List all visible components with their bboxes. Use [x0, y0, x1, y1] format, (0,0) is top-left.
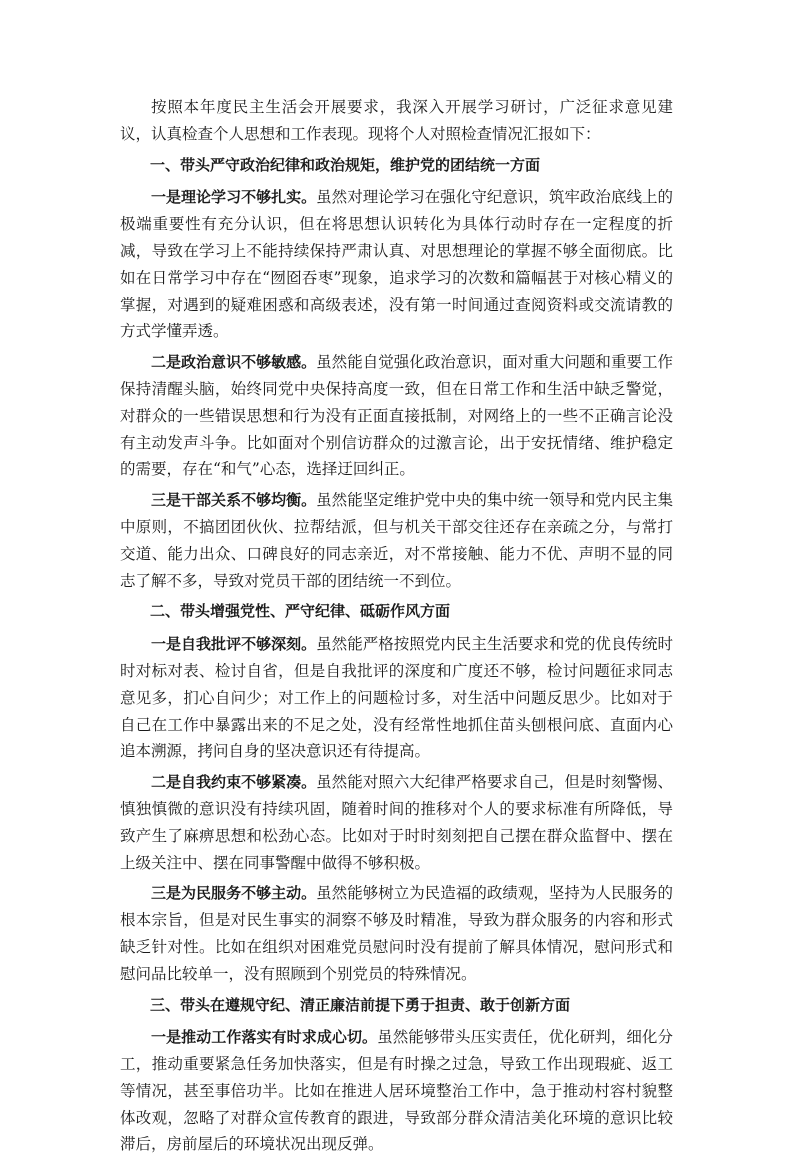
item-body: 虽然能自觉强化政治意识，面对重大问题和重要工作保持清醒头脑，始终同党中央保持高度一致，但在日常工作和生活中缺乏警觉，对群众的一些错误思想和行为没有正面直接抵制，对网络上的一些不正确言论没有主动发声斗争。比如面对个别信访群众的过激言论，出于安抚情绪、维护稳定的需要，存在“和气”心态，选择迂回纠正。: [120, 353, 673, 479]
item-body: 虽然能够带头压实责任，优化研判，细化分工，推动重要紧急任务加快落实，但是有时操之过急，导致工作出现瑕疵、返工等情况，甚至事倍功半。比如在推进人居环境整治工作中，急于推动村容村貌整体改观，忽略了对群众宣传教育的跟进，导致部分群众清洁美化环境的意识比较滞后，房前屋后的环境状况出现反弹。: [120, 1028, 673, 1154]
item-lead: 三是为民服务不够主动。: [151, 884, 317, 903]
document-page: [120, 94, 673, 1162]
item-body: 虽然能够树立为民造福的政绩观，坚持为人民服务的根本宗旨，但是对民生事实的洞察不够及时精准，导致为群众服务的内容和形式缺乏针对性。比如在组织对困难党员慰问时没有提前了解具体情况，慰问形式和慰问品比较单一，没有照顾到个别党员的特殊情况。: [120, 884, 673, 983]
section-3-item-1: [120, 1024, 673, 1158]
section-1-item-2: [120, 349, 673, 483]
section-2-item-2: [120, 769, 673, 876]
section-2-item-1: [120, 631, 673, 765]
intro-paragraph: 按照本年度民主生活会开展要求，我深入开展学习研讨，广泛征求意见建议，认真检查个人思想和工作表现。现将个人对照检查情况汇报如下：: [120, 98, 673, 143]
item-body: 虽然能严格按照党内民主生活要求和党的优良传统时时对标对表、检讨自省，但是自我批评的深度和广度还不够，检讨问题征求同志意见多，扪心自问少；对工作上的问题检讨多，对生活中问题反思少。比如对于自己在工作中暴露出来的不足之处，没有经常性地抓住苗头刨根问底、直面内心追本溯源，拷问自身的坚决意识还有待提高。: [120, 635, 673, 761]
item-lead: 二是自我约束不够紧凑。: [151, 773, 317, 792]
section-1-item-3: [120, 487, 673, 594]
item-body: 虽然对理论学习在强化守纪意识，筑牢政治底线上的极端重要性有充分认识，但在将思想认识转化为具体行动时存在一定程度的折减，导致在学习上不能持续保持严肃认真、对思想理论的掌握不够全面彻底。比如在日常学习中存在“囫囵吞枣”现象，追求学习的次数和篇幅甚于对核心精义的掌握，对遇到的疑难困惑和高级表述，没有第一时间通过查阅资料或交流请教的方式学懂弄透。: [120, 188, 673, 341]
item-body: 虽然能坚定维护党中央的集中统一领导和党内民主集中原则，不搞团团伙伙、拉帮结派，但与机关干部交往还存在亲疏之分，与常打交道、能力出众、口碑良好的同志亲近，对不常接触、能力不优、声明不显的同志了解不多，导致对党员干部的团结统一不到位。: [120, 491, 673, 590]
section-heading-2: 二、带头增强党性、严守纪律、砥砺作风方面: [150, 602, 451, 621]
item-lead: 二是政治意识不够敏感。: [151, 353, 317, 372]
item-lead: 三是干部关系不够均衡。: [151, 491, 317, 510]
item-lead: 一是自我批评不够深刻。: [151, 635, 317, 654]
item-lead: 一是推动工作落实有时求成心切。: [151, 1028, 378, 1047]
section-2-item-3: [120, 880, 673, 987]
item-lead: 一是理论学习不够扎实。: [151, 188, 317, 207]
section-1-item-1: [120, 184, 673, 345]
section-heading-1: 一、带头严守政治纪律和政治规矩，维护党的团结统一方面: [150, 155, 541, 174]
item-body: 虽然能对照六大纪律严格要求自己，但是时刻警惕、慎独慎微的意识没有持续巩固，随着时间的推移对个人的要求标准有所降低，导致产生了麻痹思想和松劲心态。比如对于时时刻刻把自己摆在群众监督中、摆在上级关注中、摆在同事警醒中做得不够积极。: [120, 773, 673, 872]
section-heading-3: 三、带头在遵规守纪、清正廉洁前提下勇于担责、敢于创新方面: [150, 995, 571, 1014]
